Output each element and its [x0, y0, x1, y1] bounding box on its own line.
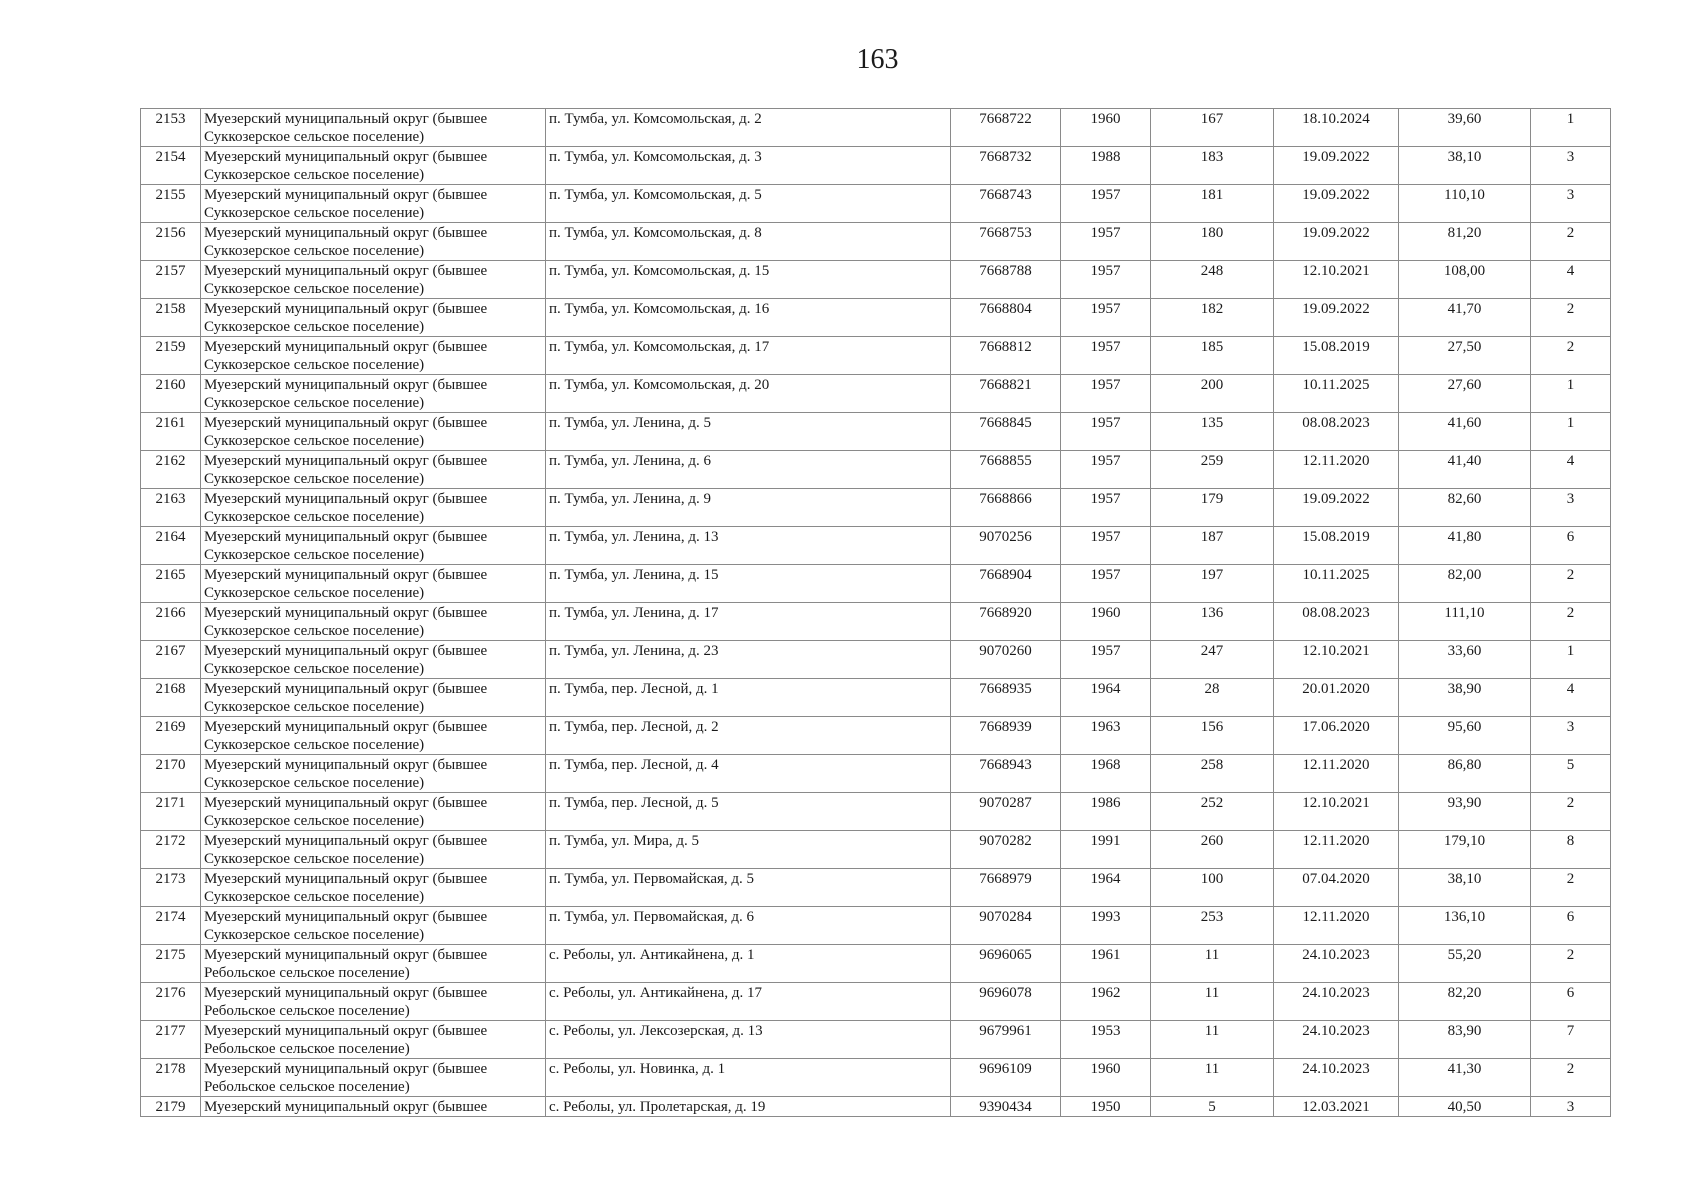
date-cell: 24.10.2023: [1274, 1059, 1399, 1097]
quantity-cell: 2: [1531, 565, 1611, 603]
area-cell: 82,20: [1399, 983, 1531, 1021]
municipality-cell: Муезерский муниципальный округ (бывшее Суккозерское сельское поселение): [201, 869, 546, 907]
address-cell: п. Тумба, ул. Комсомольская, д. 5: [546, 185, 951, 223]
address-cell: п. Тумба, пер. Лесной, д. 4: [546, 755, 951, 793]
table-row: [141, 451, 1611, 489]
year-built-cell: 1960: [1061, 603, 1151, 641]
address-cell: п. Тумба, ул. Ленина, д. 17: [546, 603, 951, 641]
year-built-cell: 1957: [1061, 565, 1151, 603]
table-row: [141, 185, 1611, 223]
table-row: [141, 755, 1611, 793]
count-cell: 260: [1151, 831, 1274, 869]
date-cell: 19.09.2022: [1274, 299, 1399, 337]
row-number-cell: 2169: [141, 717, 201, 755]
year-built-cell: 1962: [1061, 983, 1151, 1021]
area-cell: 136,10: [1399, 907, 1531, 945]
row-number-cell: 2173: [141, 869, 201, 907]
count-cell: 180: [1151, 223, 1274, 261]
year-built-cell: 1953: [1061, 1021, 1151, 1059]
row-number-cell: 2163: [141, 489, 201, 527]
date-cell: 19.09.2022: [1274, 185, 1399, 223]
municipality-cell: Муезерский муниципальный округ (бывшее Суккозерское сельское поселение): [201, 223, 546, 261]
address-cell: п. Тумба, ул. Комсомольская, д. 2: [546, 109, 951, 147]
row-number-cell: 2167: [141, 641, 201, 679]
date-cell: 12.10.2021: [1274, 261, 1399, 299]
row-number-cell: 2179: [141, 1097, 201, 1117]
count-cell: 247: [1151, 641, 1274, 679]
date-cell: 19.09.2022: [1274, 223, 1399, 261]
area-cell: 38,10: [1399, 147, 1531, 185]
quantity-cell: 6: [1531, 527, 1611, 565]
row-number-cell: 2154: [141, 147, 201, 185]
row-number-cell: 2177: [141, 1021, 201, 1059]
municipality-cell: Муезерский муниципальный округ (бывшее Суккозерское сельское поселение): [201, 109, 546, 147]
date-cell: 24.10.2023: [1274, 945, 1399, 983]
quantity-cell: 4: [1531, 261, 1611, 299]
table-row: [141, 147, 1611, 185]
quantity-cell: 6: [1531, 983, 1611, 1021]
table-row: [141, 679, 1611, 717]
row-number-cell: 2168: [141, 679, 201, 717]
area-cell: 82,00: [1399, 565, 1531, 603]
row-number-cell: 2170: [141, 755, 201, 793]
quantity-cell: 2: [1531, 793, 1611, 831]
date-cell: 19.09.2022: [1274, 489, 1399, 527]
municipality-cell: Муезерский муниципальный округ (бывшее Суккозерское сельское поселение): [201, 185, 546, 223]
object-id-cell: 7668804: [951, 299, 1061, 337]
count-cell: 5: [1151, 1097, 1274, 1117]
address-cell: с. Реболы, ул. Лексозерская, д. 13: [546, 1021, 951, 1059]
row-number-cell: 2172: [141, 831, 201, 869]
address-cell: п. Тумба, ул. Комсомольская, д. 15: [546, 261, 951, 299]
year-built-cell: 1961: [1061, 945, 1151, 983]
municipality-cell: Муезерский муниципальный округ (бывшее Суккозерское сельское поселение): [201, 565, 546, 603]
row-number-cell: 2160: [141, 375, 201, 413]
quantity-cell: 4: [1531, 451, 1611, 489]
table-row: [141, 1097, 1611, 1117]
municipality-cell: Муезерский муниципальный округ (бывшее Суккозерское сельское поселение): [201, 831, 546, 869]
municipality-cell: Муезерский муниципальный округ (бывшее Суккозерское сельское поселение): [201, 793, 546, 831]
table-row: [141, 641, 1611, 679]
row-number-cell: 2157: [141, 261, 201, 299]
area-cell: 41,80: [1399, 527, 1531, 565]
area-cell: 93,90: [1399, 793, 1531, 831]
row-number-cell: 2159: [141, 337, 201, 375]
municipality-cell: Муезерский муниципальный округ (бывшее Суккозерское сельское поселение): [201, 451, 546, 489]
year-built-cell: 1957: [1061, 185, 1151, 223]
municipality-cell: Муезерский муниципальный округ (бывшее Суккозерское сельское поселение): [201, 337, 546, 375]
table-body: [141, 109, 1611, 1117]
count-cell: 252: [1151, 793, 1274, 831]
count-cell: 179: [1151, 489, 1274, 527]
count-cell: 11: [1151, 983, 1274, 1021]
municipality-cell: Муезерский муниципальный округ (бывшее Суккозерское сельское поселение): [201, 907, 546, 945]
table-row: [141, 299, 1611, 337]
area-cell: 41,30: [1399, 1059, 1531, 1097]
table-row: [141, 831, 1611, 869]
date-cell: 19.09.2022: [1274, 147, 1399, 185]
address-cell: п. Тумба, ул. Первомайская, д. 5: [546, 869, 951, 907]
object-id-cell: 7668855: [951, 451, 1061, 489]
year-built-cell: 1957: [1061, 375, 1151, 413]
address-cell: с. Реболы, ул. Антикайнена, д. 1: [546, 945, 951, 983]
object-id-cell: 7668845: [951, 413, 1061, 451]
municipality-cell: Муезерский муниципальный округ (бывшее Суккозерское сельское поселение): [201, 489, 546, 527]
address-cell: п. Тумба, ул. Ленина, д. 15: [546, 565, 951, 603]
year-built-cell: 1957: [1061, 641, 1151, 679]
address-cell: п. Тумба, пер. Лесной, д. 5: [546, 793, 951, 831]
area-cell: 38,10: [1399, 869, 1531, 907]
address-cell: п. Тумба, ул. Ленина, д. 5: [546, 413, 951, 451]
area-cell: 39,60: [1399, 109, 1531, 147]
date-cell: 12.11.2020: [1274, 451, 1399, 489]
row-number-cell: 2175: [141, 945, 201, 983]
quantity-cell: 2: [1531, 603, 1611, 641]
row-number-cell: 2174: [141, 907, 201, 945]
row-number-cell: 2161: [141, 413, 201, 451]
quantity-cell: 3: [1531, 147, 1611, 185]
quantity-cell: 4: [1531, 679, 1611, 717]
object-id-cell: 9390434: [951, 1097, 1061, 1117]
quantity-cell: 2: [1531, 869, 1611, 907]
object-id-cell: 7668866: [951, 489, 1061, 527]
area-cell: 33,60: [1399, 641, 1531, 679]
quantity-cell: 5: [1531, 755, 1611, 793]
date-cell: 12.11.2020: [1274, 907, 1399, 945]
table-row: [141, 983, 1611, 1021]
count-cell: 197: [1151, 565, 1274, 603]
date-cell: 24.10.2023: [1274, 983, 1399, 1021]
date-cell: 08.08.2023: [1274, 603, 1399, 641]
municipality-cell: Муезерский муниципальный округ (бывшее: [201, 1097, 546, 1117]
year-built-cell: 1986: [1061, 793, 1151, 831]
year-built-cell: 1968: [1061, 755, 1151, 793]
area-cell: 83,90: [1399, 1021, 1531, 1059]
area-cell: 95,60: [1399, 717, 1531, 755]
row-number-cell: 2162: [141, 451, 201, 489]
object-id-cell: 7668979: [951, 869, 1061, 907]
row-number-cell: 2158: [141, 299, 201, 337]
year-built-cell: 1993: [1061, 907, 1151, 945]
row-number-cell: 2178: [141, 1059, 201, 1097]
table-row: [141, 223, 1611, 261]
address-cell: с. Реболы, ул. Новинка, д. 1: [546, 1059, 951, 1097]
year-built-cell: 1950: [1061, 1097, 1151, 1117]
area-cell: 81,20: [1399, 223, 1531, 261]
quantity-cell: 2: [1531, 223, 1611, 261]
object-id-cell: 9070260: [951, 641, 1061, 679]
address-cell: с. Реболы, ул. Антикайнена, д. 17: [546, 983, 951, 1021]
quantity-cell: 1: [1531, 641, 1611, 679]
date-cell: 08.08.2023: [1274, 413, 1399, 451]
area-cell: 108,00: [1399, 261, 1531, 299]
page-number: 163: [856, 44, 899, 75]
object-id-cell: 7668943: [951, 755, 1061, 793]
quantity-cell: 2: [1531, 337, 1611, 375]
municipality-cell: Муезерский муниципальный округ (бывшее Суккозерское сельское поселение): [201, 755, 546, 793]
date-cell: 10.11.2025: [1274, 565, 1399, 603]
year-built-cell: 1957: [1061, 261, 1151, 299]
count-cell: 11: [1151, 1059, 1274, 1097]
municipality-cell: Муезерский муниципальный округ (бывшее Ребольское сельское поселение): [201, 1059, 546, 1097]
quantity-cell: 3: [1531, 1097, 1611, 1117]
municipality-cell: Муезерский муниципальный округ (бывшее Ребольское сельское поселение): [201, 945, 546, 983]
count-cell: 11: [1151, 1021, 1274, 1059]
quantity-cell: 3: [1531, 717, 1611, 755]
quantity-cell: 3: [1531, 489, 1611, 527]
address-cell: п. Тумба, ул. Ленина, д. 9: [546, 489, 951, 527]
area-cell: 41,40: [1399, 451, 1531, 489]
row-number-cell: 2176: [141, 983, 201, 1021]
count-cell: 156: [1151, 717, 1274, 755]
table-row: [141, 603, 1611, 641]
quantity-cell: 3: [1531, 185, 1611, 223]
area-cell: 41,70: [1399, 299, 1531, 337]
area-cell: 179,10: [1399, 831, 1531, 869]
object-id-cell: 7668920: [951, 603, 1061, 641]
municipality-cell: Муезерский муниципальный округ (бывшее Суккозерское сельское поселение): [201, 299, 546, 337]
municipality-cell: Муезерский муниципальный округ (бывшее Суккозерское сельское поселение): [201, 641, 546, 679]
area-cell: 82,60: [1399, 489, 1531, 527]
date-cell: 24.10.2023: [1274, 1021, 1399, 1059]
row-number-cell: 2164: [141, 527, 201, 565]
date-cell: 12.03.2021: [1274, 1097, 1399, 1117]
area-cell: 86,80: [1399, 755, 1531, 793]
address-cell: п. Тумба, ул. Ленина, д. 23: [546, 641, 951, 679]
count-cell: 182: [1151, 299, 1274, 337]
date-cell: 17.06.2020: [1274, 717, 1399, 755]
table-row: [141, 375, 1611, 413]
table-row: [141, 793, 1611, 831]
quantity-cell: 1: [1531, 109, 1611, 147]
object-id-cell: 7668743: [951, 185, 1061, 223]
date-cell: 12.11.2020: [1274, 755, 1399, 793]
count-cell: 185: [1151, 337, 1274, 375]
year-built-cell: 1957: [1061, 337, 1151, 375]
quantity-cell: 6: [1531, 907, 1611, 945]
object-id-cell: 9696078: [951, 983, 1061, 1021]
table-row: [141, 413, 1611, 451]
date-cell: 07.04.2020: [1274, 869, 1399, 907]
object-id-cell: 7668753: [951, 223, 1061, 261]
municipality-cell: Муезерский муниципальный округ (бывшее Суккозерское сельское поселение): [201, 261, 546, 299]
area-cell: 27,60: [1399, 375, 1531, 413]
object-id-cell: 7668722: [951, 109, 1061, 147]
table-row: [141, 261, 1611, 299]
row-number-cell: 2156: [141, 223, 201, 261]
object-id-cell: 9070282: [951, 831, 1061, 869]
count-cell: 136: [1151, 603, 1274, 641]
count-cell: 100: [1151, 869, 1274, 907]
municipality-cell: Муезерский муниципальный округ (бывшее Суккозерское сельское поселение): [201, 717, 546, 755]
quantity-cell: 1: [1531, 375, 1611, 413]
count-cell: 187: [1151, 527, 1274, 565]
municipality-cell: Муезерский муниципальный округ (бывшее Суккозерское сельское поселение): [201, 679, 546, 717]
object-id-cell: 7668821: [951, 375, 1061, 413]
year-built-cell: 1957: [1061, 299, 1151, 337]
object-id-cell: 7668732: [951, 147, 1061, 185]
address-cell: п. Тумба, ул. Ленина, д. 6: [546, 451, 951, 489]
year-built-cell: 1960: [1061, 1059, 1151, 1097]
count-cell: 167: [1151, 109, 1274, 147]
date-cell: 15.08.2019: [1274, 527, 1399, 565]
date-cell: 12.10.2021: [1274, 641, 1399, 679]
date-cell: 18.10.2024: [1274, 109, 1399, 147]
count-cell: 11: [1151, 945, 1274, 983]
object-id-cell: 9696065: [951, 945, 1061, 983]
object-id-cell: 9679961: [951, 1021, 1061, 1059]
count-cell: 253: [1151, 907, 1274, 945]
address-cell: п. Тумба, пер. Лесной, д. 1: [546, 679, 951, 717]
municipality-cell: Муезерский муниципальный округ (бывшее Суккозерское сельское поселение): [201, 375, 546, 413]
table-row: [141, 1021, 1611, 1059]
count-cell: 181: [1151, 185, 1274, 223]
table-row: [141, 907, 1611, 945]
year-built-cell: 1957: [1061, 527, 1151, 565]
quantity-cell: 8: [1531, 831, 1611, 869]
year-built-cell: 1957: [1061, 223, 1151, 261]
count-cell: 183: [1151, 147, 1274, 185]
row-number-cell: 2166: [141, 603, 201, 641]
area-cell: 27,50: [1399, 337, 1531, 375]
quantity-cell: 2: [1531, 299, 1611, 337]
address-cell: п. Тумба, ул. Мира, д. 5: [546, 831, 951, 869]
municipality-cell: Муезерский муниципальный округ (бывшее Суккозерское сельское поселение): [201, 147, 546, 185]
count-cell: 28: [1151, 679, 1274, 717]
municipality-cell: Муезерский муниципальный округ (бывшее Суккозерское сельское поселение): [201, 603, 546, 641]
housing-registry-table: [140, 108, 1611, 1117]
municipality-cell: Муезерский муниципальный округ (бывшее Ребольское сельское поселение): [201, 1021, 546, 1059]
date-cell: 15.08.2019: [1274, 337, 1399, 375]
year-built-cell: 1957: [1061, 489, 1151, 527]
date-cell: 12.11.2020: [1274, 831, 1399, 869]
year-built-cell: 1957: [1061, 413, 1151, 451]
address-cell: с. Реболы, ул. Пролетарская, д. 19: [546, 1097, 951, 1117]
object-id-cell: 7668788: [951, 261, 1061, 299]
address-cell: п. Тумба, ул. Комсомольская, д. 3: [546, 147, 951, 185]
table-row: [141, 527, 1611, 565]
object-id-cell: 9070287: [951, 793, 1061, 831]
year-built-cell: 1964: [1061, 679, 1151, 717]
year-built-cell: 1991: [1061, 831, 1151, 869]
address-cell: п. Тумба, ул. Комсомольская, д. 17: [546, 337, 951, 375]
municipality-cell: Муезерский муниципальный округ (бывшее Ребольское сельское поселение): [201, 983, 546, 1021]
date-cell: 12.10.2021: [1274, 793, 1399, 831]
municipality-cell: Муезерский муниципальный округ (бывшее Суккозерское сельское поселение): [201, 413, 546, 451]
address-cell: п. Тумба, пер. Лесной, д. 2: [546, 717, 951, 755]
address-cell: п. Тумба, ул. Ленина, д. 13: [546, 527, 951, 565]
table-row: [141, 717, 1611, 755]
count-cell: 200: [1151, 375, 1274, 413]
table-row: [141, 565, 1611, 603]
area-cell: 55,20: [1399, 945, 1531, 983]
year-built-cell: 1963: [1061, 717, 1151, 755]
object-id-cell: 7668812: [951, 337, 1061, 375]
object-id-cell: 7668904: [951, 565, 1061, 603]
quantity-cell: 1: [1531, 413, 1611, 451]
address-cell: п. Тумба, ул. Комсомольская, д. 8: [546, 223, 951, 261]
object-id-cell: 9070256: [951, 527, 1061, 565]
table-row: [141, 869, 1611, 907]
year-built-cell: 1988: [1061, 147, 1151, 185]
date-cell: 10.11.2025: [1274, 375, 1399, 413]
table-row: [141, 337, 1611, 375]
row-number-cell: 2171: [141, 793, 201, 831]
date-cell: 20.01.2020: [1274, 679, 1399, 717]
object-id-cell: 7668939: [951, 717, 1061, 755]
row-number-cell: 2155: [141, 185, 201, 223]
count-cell: 259: [1151, 451, 1274, 489]
address-cell: п. Тумба, ул. Комсомольская, д. 20: [546, 375, 951, 413]
count-cell: 258: [1151, 755, 1274, 793]
table-row: [141, 1059, 1611, 1097]
count-cell: 135: [1151, 413, 1274, 451]
count-cell: 248: [1151, 261, 1274, 299]
row-number-cell: 2165: [141, 565, 201, 603]
table-row: [141, 945, 1611, 983]
area-cell: 40,50: [1399, 1097, 1531, 1117]
object-id-cell: 9070284: [951, 907, 1061, 945]
area-cell: 41,60: [1399, 413, 1531, 451]
quantity-cell: 7: [1531, 1021, 1611, 1059]
area-cell: 111,10: [1399, 603, 1531, 641]
year-built-cell: 1960: [1061, 109, 1151, 147]
row-number-cell: 2153: [141, 109, 201, 147]
address-cell: п. Тумба, ул. Комсомольская, д. 16: [546, 299, 951, 337]
object-id-cell: 7668935: [951, 679, 1061, 717]
quantity-cell: 2: [1531, 945, 1611, 983]
municipality-cell: Муезерский муниципальный округ (бывшее Суккозерское сельское поселение): [201, 527, 546, 565]
year-built-cell: 1957: [1061, 451, 1151, 489]
address-cell: п. Тумба, ул. Первомайская, д. 6: [546, 907, 951, 945]
table-row: [141, 109, 1611, 147]
quantity-cell: 2: [1531, 1059, 1611, 1097]
table-row: [141, 489, 1611, 527]
area-cell: 38,90: [1399, 679, 1531, 717]
object-id-cell: 9696109: [951, 1059, 1061, 1097]
area-cell: 110,10: [1399, 185, 1531, 223]
year-built-cell: 1964: [1061, 869, 1151, 907]
